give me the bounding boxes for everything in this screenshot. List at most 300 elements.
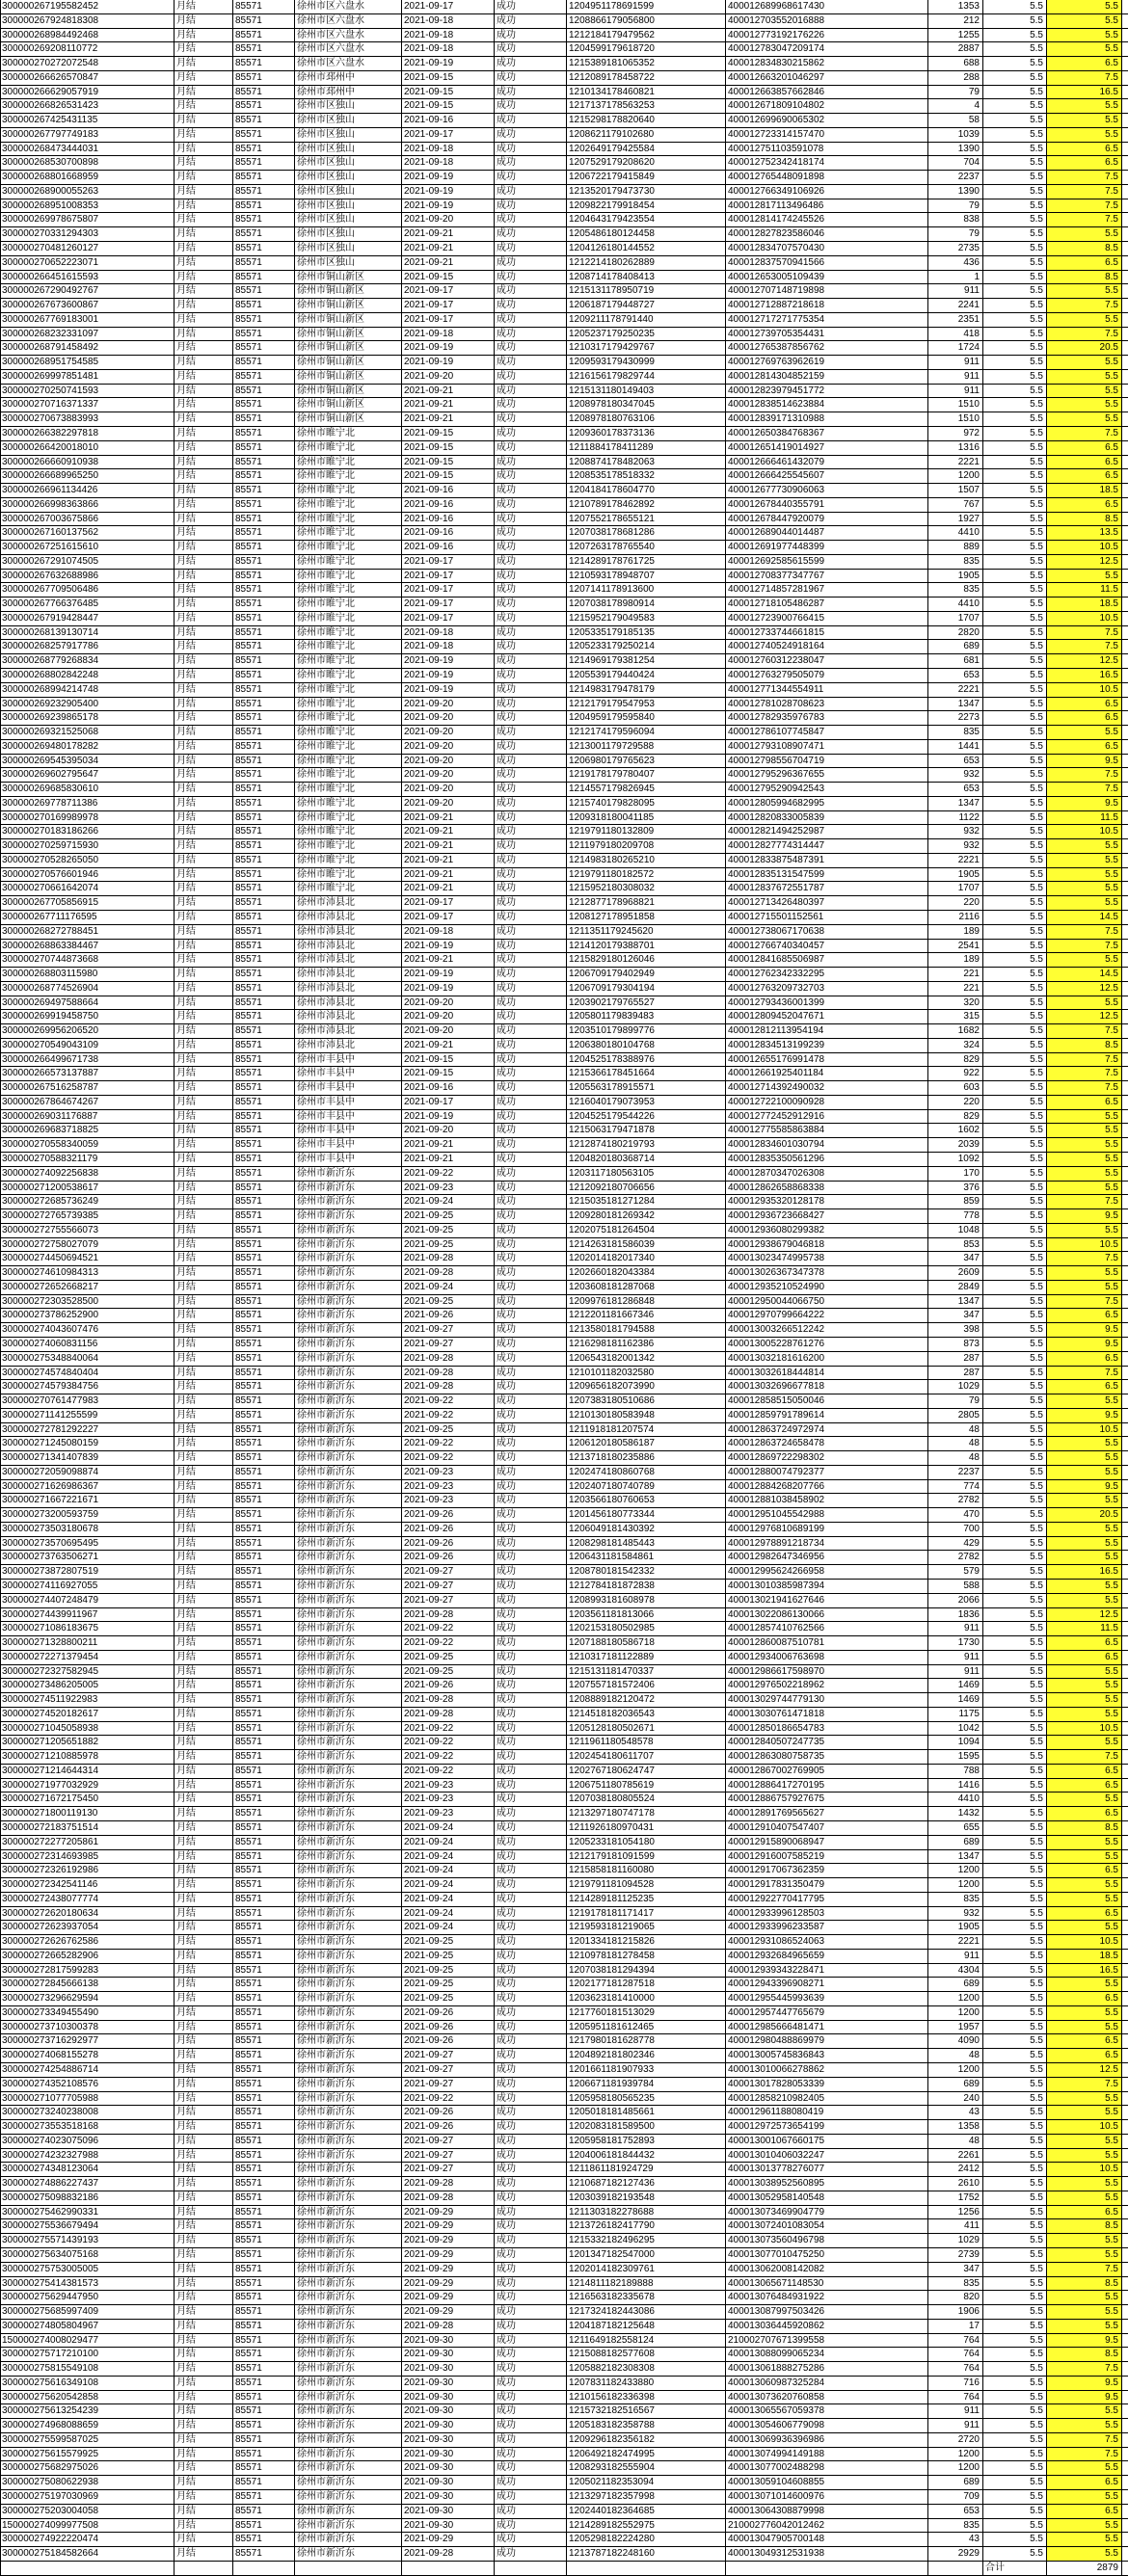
- cell-location[interactable]: 徐州市丰县中: [295, 1153, 402, 1166]
- cell-status[interactable]: 成功: [495, 199, 567, 213]
- cell-amount[interactable]: 7.5: [1047, 768, 1122, 782]
- cell-location[interactable]: 徐州市睢宁北: [295, 626, 402, 640]
- cell-date[interactable]: 2021-09-21: [402, 385, 495, 398]
- cell-quantity[interactable]: 1316: [928, 441, 983, 455]
- table-row[interactable]: [0, 2461, 1128, 2476]
- cell-period[interactable]: 月结: [175, 825, 233, 838]
- cell-quantity[interactable]: 653: [928, 669, 983, 682]
- cell-status[interactable]: 成功: [495, 1182, 567, 1195]
- cell-status[interactable]: 成功: [495, 1309, 567, 1322]
- table-row[interactable]: [0, 256, 1128, 271]
- cell-rate[interactable]: 5.5: [983, 284, 1047, 298]
- table-row[interactable]: [0, 1580, 1128, 1594]
- cell-date[interactable]: 2021-09-22: [402, 1636, 495, 1650]
- cell-rate[interactable]: 5.5: [983, 640, 1047, 653]
- cell-quantity[interactable]: 1432: [928, 1807, 983, 1820]
- cell-code[interactable]: 85571: [233, 2362, 295, 2376]
- cell-location[interactable]: 徐州市新沂东: [295, 1409, 402, 1422]
- cell-code[interactable]: 85571: [233, 1010, 295, 1023]
- cell-location[interactable]: 徐州市新沂东: [295, 2135, 402, 2148]
- cell-rate[interactable]: 5.5: [983, 398, 1047, 412]
- cell-amount[interactable]: 11.5: [1047, 811, 1122, 825]
- cell-code[interactable]: 85571: [233, 612, 295, 625]
- cell-amount[interactable]: 16.5: [1047, 86, 1122, 99]
- cell-status[interactable]: 成功: [495, 29, 567, 42]
- cell-ref-no[interactable]: 400012655176991478: [726, 1053, 928, 1067]
- table-row[interactable]: [0, 1167, 1128, 1182]
- cell-account-id[interactable]: 300000267711176595: [0, 911, 175, 924]
- cell-amount[interactable]: 6.5: [1047, 2049, 1122, 2062]
- cell-account-id[interactable]: 300000273786252900: [0, 1309, 175, 1322]
- table-row[interactable]: [0, 1367, 1128, 1381]
- cell-amount[interactable]: 5.5: [1047, 1437, 1122, 1450]
- cell-period[interactable]: 月结: [175, 2362, 233, 2376]
- cell-status[interactable]: 成功: [495, 328, 567, 341]
- cell-account-id[interactable]: 300000271205651882: [0, 1736, 175, 1749]
- cell-quantity[interactable]: 603: [928, 1081, 983, 1095]
- cell-order-no[interactable]: 1213718180235886: [567, 1451, 726, 1465]
- cell-quantity[interactable]: 1200: [928, 2448, 983, 2461]
- cell-date[interactable]: 2021-09-20: [402, 1024, 495, 1038]
- table-row[interactable]: [0, 2377, 1128, 2391]
- cell-amount[interactable]: 5.5: [1047, 356, 1122, 369]
- cell-account-id[interactable]: 300000266499671738: [0, 1053, 175, 1067]
- cell-rate[interactable]: 5.5: [983, 1708, 1047, 1721]
- cell-account-id[interactable]: 300000274060831156: [0, 1338, 175, 1351]
- cell-date[interactable]: 2021-09-21: [402, 882, 495, 895]
- cell-order-no[interactable]: 1204951178691599: [567, 0, 726, 13]
- cell-status[interactable]: 成功: [495, 1651, 567, 1664]
- cell-order-no[interactable]: 1210101182032580: [567, 1367, 726, 1380]
- cell-quantity[interactable]: 1353: [928, 0, 983, 13]
- cell-rate[interactable]: 5.5: [983, 1736, 1047, 1749]
- cell-status[interactable]: 成功: [495, 755, 567, 768]
- cell-status[interactable]: 成功: [495, 2163, 567, 2176]
- cell-quantity[interactable]: 2221: [928, 683, 983, 697]
- cell-status[interactable]: 成功: [495, 2461, 567, 2475]
- cell-account-id[interactable]: 300000267797749183: [0, 128, 175, 142]
- cell-period[interactable]: 月结: [175, 156, 233, 170]
- cell-date[interactable]: 2021-09-17: [402, 583, 495, 597]
- cell-status[interactable]: 成功: [495, 1565, 567, 1579]
- table-row[interactable]: [0, 2277, 1128, 2292]
- cell-status[interactable]: 成功: [495, 2049, 567, 2062]
- cell-quantity[interactable]: 2739: [928, 2248, 983, 2262]
- cell-ref-no[interactable]: 400012707148719898: [726, 284, 928, 298]
- cell-amount[interactable]: 6.5: [1047, 2206, 1122, 2219]
- cell-period[interactable]: 月结: [175, 1039, 233, 1052]
- cell-code[interactable]: 85571: [233, 456, 295, 469]
- cell-ref-no[interactable]: 400012766349106926: [726, 185, 928, 199]
- cell-rate[interactable]: 5.5: [983, 1622, 1047, 1635]
- cell-code[interactable]: 85571: [233, 412, 295, 426]
- cell-status[interactable]: 成功: [495, 2135, 567, 2148]
- cell-amount[interactable]: 8.5: [1047, 2219, 1122, 2233]
- cell-order-no[interactable]: 1208293182555904: [567, 2461, 726, 2475]
- cell-date[interactable]: 2021-09-15: [402, 1053, 495, 1067]
- cell-rate[interactable]: 5.5: [983, 2106, 1047, 2119]
- cell-location[interactable]: 徐州市新沂东: [295, 1821, 402, 1835]
- cell-date[interactable]: 2021-09-29: [402, 2263, 495, 2276]
- cell-account-id[interactable]: 300000270652223071: [0, 256, 175, 270]
- cell-period[interactable]: 月结: [175, 2404, 233, 2418]
- cell-account-id[interactable]: 300000272342541146: [0, 1878, 175, 1892]
- cell-quantity[interactable]: 1905: [928, 570, 983, 583]
- cell-quantity[interactable]: 79: [928, 199, 983, 213]
- cell-code[interactable]: 85571: [233, 1807, 295, 1820]
- cell-location[interactable]: 徐州市区独山: [295, 171, 402, 184]
- cell-location[interactable]: 徐州市新沂东: [295, 1309, 402, 1322]
- cell-order-no[interactable]: 1215829180126046: [567, 953, 726, 967]
- cell-location[interactable]: 徐州市铜山新区: [295, 299, 402, 312]
- cell-amount[interactable]: 18.5: [1047, 1950, 1122, 1963]
- cell-rate[interactable]: 5.5: [983, 128, 1047, 142]
- cell-date[interactable]: 2021-09-27: [402, 2049, 495, 2062]
- cell-rate[interactable]: 5.5: [983, 199, 1047, 213]
- cell-order-no[interactable]: 1215298178820640: [567, 114, 726, 127]
- cell-order-no[interactable]: 1210134178460821: [567, 86, 726, 99]
- cell-code[interactable]: 85571: [233, 313, 295, 327]
- cell-status[interactable]: 成功: [495, 882, 567, 895]
- cell-code[interactable]: 85571: [233, 227, 295, 241]
- cell-account-id[interactable]: 300000267516258787: [0, 1081, 175, 1095]
- table-row[interactable]: [0, 783, 1128, 797]
- cell-order-no[interactable]: 1208780181542332: [567, 1565, 726, 1579]
- cell-code[interactable]: 85571: [233, 669, 295, 682]
- cell-rate[interactable]: 5.5: [983, 2034, 1047, 2048]
- cell-amount[interactable]: 5.5: [1047, 1693, 1122, 1707]
- cell-amount[interactable]: 7.5: [1047, 171, 1122, 184]
- table-row[interactable]: [0, 1380, 1128, 1394]
- table-row[interactable]: [0, 882, 1128, 896]
- cell-quantity[interactable]: 688: [928, 57, 983, 70]
- cell-account-id[interactable]: 300000270331294303: [0, 227, 175, 241]
- cell-status[interactable]: 成功: [495, 683, 567, 697]
- cell-period[interactable]: 月结: [175, 1182, 233, 1195]
- cell-date[interactable]: 2021-09-21: [402, 1138, 495, 1152]
- cell-order-no[interactable]: 1207141178913600: [567, 583, 726, 597]
- cell-code[interactable]: 85571: [233, 2334, 295, 2348]
- cell-order-no[interactable]: 1212874180219793: [567, 1138, 726, 1152]
- cell-rate[interactable]: 5.5: [983, 2219, 1047, 2233]
- cell-order-no[interactable]: 1214263181586039: [567, 1238, 726, 1252]
- cell-ref-no[interactable]: 400012663201046297: [726, 71, 928, 85]
- cell-status[interactable]: 成功: [495, 143, 567, 156]
- cell-rate[interactable]: 5.5: [983, 185, 1047, 199]
- cell-location[interactable]: 徐州市新沂东: [295, 1565, 402, 1579]
- cell-order-no[interactable]: 1216040179073953: [567, 1096, 726, 1109]
- cell-date[interactable]: 2021-09-19: [402, 982, 495, 996]
- cell-account-id[interactable]: 300000275203004058: [0, 2505, 175, 2518]
- cell-period[interactable]: 月结: [175, 755, 233, 768]
- cell-date[interactable]: 2021-09-27: [402, 1565, 495, 1579]
- cell-period[interactable]: 月结: [175, 2419, 233, 2432]
- cell-rate[interactable]: 5.5: [983, 2547, 1047, 2561]
- cell-date[interactable]: 2021-09-26: [402, 1523, 495, 1536]
- cell-ref-no[interactable]: 400012661925401184: [726, 1067, 928, 1080]
- table-row[interactable]: [0, 441, 1128, 456]
- cell-quantity[interactable]: 1682: [928, 1024, 983, 1038]
- cell-location[interactable]: 徐州市新沂东: [295, 2547, 402, 2561]
- cell-account-id[interactable]: 300000267291074505: [0, 555, 175, 569]
- cell-period[interactable]: 月结: [175, 612, 233, 625]
- cell-code[interactable]: 85571: [233, 1323, 295, 1337]
- cell-location[interactable]: 徐州市睢宁北: [295, 526, 402, 540]
- cell-ref-no[interactable]: 400012781028708623: [726, 698, 928, 711]
- cell-amount[interactable]: 7.5: [1047, 925, 1122, 939]
- cell-code[interactable]: 85571: [233, 2063, 295, 2077]
- cell-order-no[interactable]: 1215952179049583: [567, 612, 726, 625]
- cell-quantity[interactable]: 58: [928, 114, 983, 127]
- cell-amount[interactable]: 5.5: [1047, 953, 1122, 967]
- table-row[interactable]: [0, 555, 1128, 570]
- cell-rate[interactable]: 5.5: [983, 456, 1047, 469]
- table-row[interactable]: [0, 925, 1128, 940]
- cell-rate[interactable]: 5.5: [983, 1523, 1047, 1536]
- cell-rate[interactable]: 5.5: [983, 1821, 1047, 1835]
- cell-location[interactable]: 徐州市新沂东: [295, 1622, 402, 1635]
- cell-account-id[interactable]: 300000269480178282: [0, 740, 175, 754]
- table-row[interactable]: [0, 1708, 1128, 1722]
- cell-status[interactable]: 成功: [495, 2305, 567, 2319]
- cell-code[interactable]: 85571: [233, 1907, 295, 1921]
- cell-code[interactable]: 85571: [233, 370, 295, 384]
- cell-order-no[interactable]: 1202767180624747: [567, 1765, 726, 1778]
- cell-quantity[interactable]: 829: [928, 1110, 983, 1124]
- cell-ref-no[interactable]: 400012783047209174: [726, 42, 928, 56]
- cell-quantity[interactable]: 1905: [928, 1921, 983, 1934]
- cell-rate[interactable]: 5.5: [983, 57, 1047, 70]
- cell-date[interactable]: 2021-09-28: [402, 1266, 495, 1280]
- cell-status[interactable]: 成功: [495, 2277, 567, 2291]
- cell-period[interactable]: 月结: [175, 1081, 233, 1095]
- cell-account-id[interactable]: 300000268774526904: [0, 982, 175, 996]
- cell-account-id[interactable]: 300000267766376485: [0, 598, 175, 611]
- cell-location[interactable]: 徐州市丰县中: [295, 1053, 402, 1067]
- table-row[interactable]: [0, 398, 1128, 412]
- cell-location[interactable]: 徐州市新沂东: [295, 1295, 402, 1309]
- cell-code[interactable]: 85571: [233, 1437, 295, 1450]
- cell-location[interactable]: 徐州市新沂东: [295, 2063, 402, 2077]
- cell-period[interactable]: 月结: [175, 256, 233, 270]
- cell-location[interactable]: 徐州市新沂东: [295, 2106, 402, 2119]
- cell-ref-no[interactable]: 210002707671399558: [726, 2334, 928, 2348]
- cell-order-no[interactable]: 1207383180510686: [567, 1394, 726, 1408]
- cell-location[interactable]: 徐州市睢宁北: [295, 768, 402, 782]
- cell-quantity[interactable]: 1836: [928, 1608, 983, 1622]
- cell-date[interactable]: 2021-09-24: [402, 1821, 495, 1835]
- cell-account-id[interactable]: 300000275599587025: [0, 2433, 175, 2447]
- cell-account-id[interactable]: 300000268802842248: [0, 669, 175, 682]
- cell-amount[interactable]: 5.5: [1047, 2320, 1122, 2333]
- cell-order-no[interactable]: 1215858181160080: [567, 1864, 726, 1877]
- cell-code[interactable]: 85571: [233, 2391, 295, 2404]
- cell-period[interactable]: 月结: [175, 2006, 233, 2020]
- cell-code[interactable]: 85571: [233, 242, 295, 255]
- cell-order-no[interactable]: 1214557179826945: [567, 783, 726, 796]
- cell-account-id[interactable]: 300000267919428447: [0, 612, 175, 625]
- cell-account-id[interactable]: 300000274407248479: [0, 1594, 175, 1607]
- cell-rate[interactable]: 5.5: [983, 1693, 1047, 1707]
- cell-period[interactable]: 月结: [175, 513, 233, 526]
- cell-account-id[interactable]: 300000270169989978: [0, 811, 175, 825]
- cell-rate[interactable]: 5.5: [983, 2206, 1047, 2219]
- cell-status[interactable]: 成功: [495, 1893, 567, 1906]
- cell-quantity[interactable]: 932: [928, 839, 983, 853]
- cell-amount[interactable]: 7.5: [1047, 783, 1122, 796]
- cell-amount[interactable]: 7.5: [1047, 1067, 1122, 1080]
- cell-location[interactable]: 徐州市新沂东: [295, 1437, 402, 1450]
- cell-ref-no[interactable]: 400012867002769905: [726, 1765, 928, 1778]
- cell-amount[interactable]: 7.5: [1047, 185, 1122, 199]
- cell-period[interactable]: 月结: [175, 14, 233, 28]
- cell-amount[interactable]: 9.5: [1047, 2391, 1122, 2404]
- cell-ref-no[interactable]: 400013061888275286: [726, 2362, 928, 2376]
- cell-quantity[interactable]: 1358: [928, 2120, 983, 2134]
- cell-period[interactable]: 月结: [175, 2149, 233, 2163]
- cell-period[interactable]: 月结: [175, 953, 233, 967]
- cell-rate[interactable]: 5.5: [983, 2305, 1047, 2319]
- table-row[interactable]: [0, 1508, 1128, 1523]
- cell-account-id[interactable]: 300000275620542858: [0, 2391, 175, 2404]
- cell-status[interactable]: 成功: [495, 313, 567, 327]
- cell-location[interactable]: 徐州市新沂东: [295, 1466, 402, 1479]
- cell-quantity[interactable]: 4410: [928, 526, 983, 540]
- cell-rate[interactable]: 5.5: [983, 612, 1047, 625]
- cell-quantity[interactable]: 911: [928, 1950, 983, 1963]
- cell-period[interactable]: 月结: [175, 726, 233, 739]
- cell-ref-no[interactable]: 400012939343228471: [726, 1964, 928, 1978]
- cell-code[interactable]: 85571: [233, 2120, 295, 2134]
- cell-ref-no[interactable]: 400013087997503426: [726, 2305, 928, 2319]
- cell-rate[interactable]: 5.5: [983, 1964, 1047, 1978]
- cell-location[interactable]: 徐州市睢宁北: [295, 541, 402, 554]
- cell-status[interactable]: 成功: [495, 1096, 567, 1109]
- cell-status[interactable]: 成功: [495, 612, 567, 625]
- cell-date[interactable]: 2021-09-24: [402, 1864, 495, 1877]
- cell-order-no[interactable]: 1206671181939784: [567, 2078, 726, 2091]
- cell-code[interactable]: 85571: [233, 328, 295, 341]
- table-row[interactable]: [0, 953, 1128, 968]
- cell-ref-no[interactable]: 400012691977448399: [726, 541, 928, 554]
- cell-period[interactable]: 月结: [175, 1836, 233, 1849]
- cell-account-id[interactable]: 300000270259715930: [0, 839, 175, 853]
- cell-period[interactable]: 月结: [175, 2391, 233, 2404]
- table-row[interactable]: [0, 2092, 1128, 2107]
- cell-location[interactable]: 徐州市新沂东: [295, 2320, 402, 2333]
- cell-amount[interactable]: 5.5: [1047, 412, 1122, 426]
- cell-order-no[interactable]: 1205233179250214: [567, 640, 726, 653]
- cell-account-id[interactable]: 300000269208110772: [0, 42, 175, 56]
- cell-period[interactable]: 月结: [175, 313, 233, 327]
- table-row[interactable]: [0, 1466, 1128, 1480]
- cell-status[interactable]: 成功: [495, 726, 567, 739]
- cell-ref-no[interactable]: 400012713426480397: [726, 896, 928, 910]
- cell-code[interactable]: 85571: [233, 1451, 295, 1465]
- cell-code[interactable]: 85571: [233, 1765, 295, 1778]
- table-row[interactable]: [0, 1793, 1128, 1807]
- cell-amount[interactable]: 5.5: [1047, 0, 1122, 13]
- cell-rate[interactable]: 5.5: [983, 1224, 1047, 1237]
- cell-amount[interactable]: 7.5: [1047, 2078, 1122, 2091]
- cell-status[interactable]: 成功: [495, 2362, 567, 2376]
- cell-quantity[interactable]: 764: [928, 2334, 983, 2348]
- cell-date[interactable]: 2021-09-27: [402, 1580, 495, 1593]
- table-row[interactable]: [0, 2263, 1128, 2277]
- cell-amount[interactable]: 14.5: [1047, 911, 1122, 924]
- cell-ref-no[interactable]: 400012834601030794: [726, 1138, 928, 1152]
- cell-rate[interactable]: 5.5: [983, 982, 1047, 996]
- cell-code[interactable]: 85571: [233, 2049, 295, 2062]
- cell-account-id[interactable]: 300000270744873668: [0, 953, 175, 967]
- cell-period[interactable]: 月结: [175, 2092, 233, 2106]
- cell-date[interactable]: 2021-09-23: [402, 1807, 495, 1820]
- cell-ref-no[interactable]: 400013073469904779: [726, 2206, 928, 2219]
- cell-date[interactable]: 2021-09-23: [402, 1182, 495, 1195]
- table-row[interactable]: [0, 755, 1128, 769]
- cell-period[interactable]: 月结: [175, 1110, 233, 1124]
- cell-code[interactable]: 85571: [233, 2135, 295, 2148]
- table-row[interactable]: [0, 0, 1128, 14]
- cell-amount[interactable]: 5.5: [1047, 1110, 1122, 1124]
- cell-ref-no[interactable]: 400012717271775354: [726, 313, 928, 327]
- cell-quantity[interactable]: 2609: [928, 1266, 983, 1280]
- cell-order-no[interactable]: 1212179181091599: [567, 1850, 726, 1864]
- cell-period[interactable]: 月结: [175, 526, 233, 540]
- cell-quantity[interactable]: 1416: [928, 1779, 983, 1793]
- cell-ref-no[interactable]: 400012708377347767: [726, 570, 928, 583]
- cell-date[interactable]: 2021-09-30: [402, 2476, 495, 2489]
- cell-order-no[interactable]: 1215131181470337: [567, 1665, 726, 1679]
- cell-ref-no[interactable]: 400013005745836843: [726, 2049, 928, 2062]
- cell-order-no[interactable]: 1205486180124458: [567, 227, 726, 241]
- cell-rate[interactable]: 5.5: [983, 2092, 1047, 2106]
- cell-status[interactable]: 成功: [495, 71, 567, 85]
- cell-ref-no[interactable]: 400012715501152561: [726, 911, 928, 924]
- cell-account-id[interactable]: 300000271800119130: [0, 1807, 175, 1820]
- table-row[interactable]: [0, 427, 1128, 441]
- cell-ref-no[interactable]: 400013022086130066: [726, 1608, 928, 1622]
- cell-account-id[interactable]: 300000270549043109: [0, 1039, 175, 1052]
- cell-period[interactable]: 月结: [175, 583, 233, 597]
- cell-period[interactable]: 月结: [175, 911, 233, 924]
- cell-ref-no[interactable]: 400012751103591078: [726, 143, 928, 156]
- cell-code[interactable]: 85571: [233, 1565, 295, 1579]
- cell-account-id[interactable]: 300000267924818308: [0, 14, 175, 28]
- cell-ref-no[interactable]: 400012995624266958: [726, 1565, 928, 1579]
- cell-amount[interactable]: 7.5: [1047, 2448, 1122, 2461]
- table-row[interactable]: [0, 2505, 1128, 2519]
- table-row[interactable]: [0, 370, 1128, 385]
- table-row[interactable]: [0, 1978, 1128, 1992]
- table-row[interactable]: [0, 1451, 1128, 1466]
- cell-code[interactable]: 85571: [233, 1992, 295, 2005]
- cell-order-no[interactable]: 1215063179471878: [567, 1124, 726, 1137]
- cell-rate[interactable]: 5.5: [983, 2461, 1047, 2475]
- cell-status[interactable]: 成功: [495, 1864, 567, 1877]
- table-row[interactable]: [0, 2320, 1128, 2334]
- cell-period[interactable]: 月结: [175, 71, 233, 85]
- cell-date[interactable]: 2021-09-30: [402, 2490, 495, 2504]
- cell-code[interactable]: 85571: [233, 1053, 295, 1067]
- cell-date[interactable]: 2021-09-23: [402, 1466, 495, 1479]
- cell-code[interactable]: 85571: [233, 2163, 295, 2176]
- table-row[interactable]: [0, 2063, 1128, 2078]
- cell-account-id[interactable]: 300000274610984313: [0, 1266, 175, 1280]
- cell-account-id[interactable]: 300000275571439193: [0, 2234, 175, 2247]
- cell-status[interactable]: 成功: [495, 42, 567, 56]
- cell-amount[interactable]: 10.5: [1047, 1722, 1122, 1736]
